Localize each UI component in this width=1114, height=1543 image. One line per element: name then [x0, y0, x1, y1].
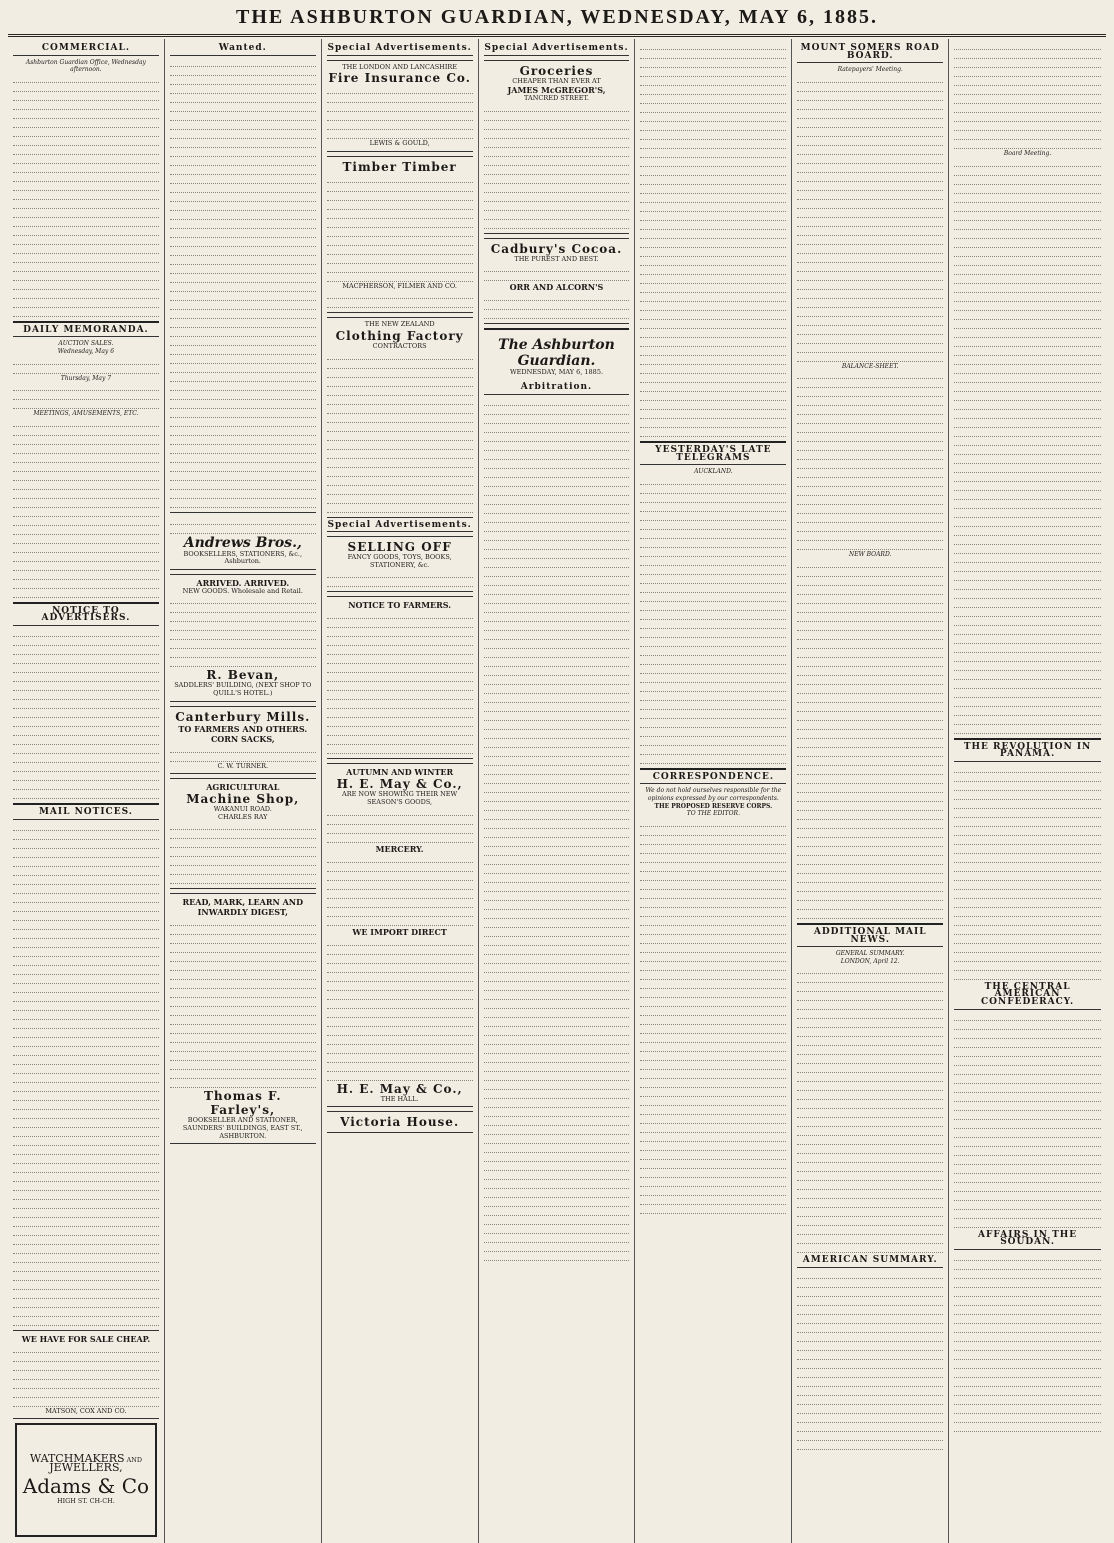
guardian-date: WEDNESDAY, MAY 6, 1885.: [509, 368, 604, 377]
memo-line-wednesday: Wednesday, May 6: [57, 347, 115, 355]
mail-text-block: [13, 823, 159, 1326]
ad-macpherson: MACPHERSON, FILMER AND CO.: [342, 281, 457, 290]
heading-new-board: NEW BOARD.: [848, 551, 892, 559]
ad-victoria-heading: Victoria House.: [340, 1115, 460, 1130]
ad-turner-signature: C. W. TURNER.: [217, 761, 269, 770]
heading-commercial: COMMERCIAL.: [13, 45, 159, 56]
ad-read-mark: [170, 893, 316, 1144]
ad-agri-line4: CHARLES RAY: [218, 812, 268, 821]
arbitration-text-block: [484, 398, 630, 1261]
auction-sales: AUCTION SALES.: [58, 340, 114, 348]
ad-bevan-name: R. Bevan,: [206, 668, 280, 683]
heading-central-american: THE CENTRAL AMERICAN CONFEDERACY.: [954, 984, 1101, 1010]
ad-agri-line2: Machine Shop,: [186, 792, 300, 807]
guardian-title: The Ashburton Guardian.: [498, 337, 615, 370]
heading-mount-somers: MOUNT SOMERS ROAD BOARD.: [797, 45, 943, 63]
ad-cadbury-sub: THE PUREST AND BEST.: [514, 254, 599, 263]
heading-arbitration: Arbitration.: [484, 384, 630, 395]
balance-sheet-text-block: [797, 371, 943, 550]
heading-daily-memoranda: DAILY MEMORANDA.: [13, 327, 159, 338]
telegrams-text-block: [640, 477, 786, 764]
heading-wanted: Wanted.: [170, 45, 316, 56]
ad-farley-name: Thomas F. Farley's,: [203, 1089, 282, 1118]
ad-nz-line3: CONTRACTORS: [372, 341, 427, 350]
heading-affairs-soudan: AFFAIRS IN THE SOUDAN.: [954, 1232, 1101, 1250]
ad-arrived: [170, 574, 316, 702]
ad-fire-signature: LEWIS & GOULD,: [369, 139, 430, 148]
guardian-editorial-title: [484, 334, 630, 380]
board-meeting-text-block: [954, 159, 1101, 734]
soudan-text-block: [954, 1253, 1101, 1432]
ad-autumn-heading: AUTUMN AND WINTER: [346, 767, 454, 778]
ad-groceries-heading: Groceries: [519, 63, 594, 78]
ad-may-sub: ARE NOW SHOWING THEIR NEW SEASON'S GOODS,: [342, 790, 458, 806]
ad-timber: [327, 156, 473, 314]
ad-tancred: TANCRED STREET.: [524, 94, 589, 103]
ad-agri-line3: WAKANUI ROAD.: [213, 805, 272, 814]
commercial-dateline: Ashburton Guardian Office, Wednesday afternoon.: [25, 58, 146, 74]
ad-groceries: [484, 60, 630, 234]
ad-selling-off: [327, 536, 473, 592]
correspondence-disclaimer: We do not hold ourselves responsible for the opinions expressed by our correspondents.: [645, 787, 782, 802]
correspondence-text-block: [640, 819, 786, 1214]
heading-balance-sheet: BALANCE-SHEET.: [841, 362, 899, 370]
heading-mail-notices: MAIL NOTICES.: [13, 809, 159, 820]
ad-orr-alcorn: ORR AND ALCORN'S: [509, 282, 604, 293]
ad-andrews-bros: [170, 512, 316, 570]
ad-adams-watchmakers: [15, 1423, 157, 1537]
ad-corn-sacks: CORN SACKS,: [210, 733, 275, 744]
column-3: [322, 39, 479, 1543]
ad-fire-line2: Fire Insurance Co.: [328, 71, 471, 86]
heading-board-meeting: Board Meeting.: [1003, 150, 1052, 157]
column-7-text-top: [954, 42, 1101, 149]
ad-may-name-2: H. E. May & Co.,: [336, 1081, 463, 1096]
ad-arrived-sub: NEW GOODS. Wholesale and Retail.: [182, 586, 303, 595]
ad-farmers-heading: TO FARMERS AND OTHERS.: [178, 723, 308, 734]
ad-agri-line1: AGRICULTURAL: [206, 782, 280, 793]
ad-watch-line3: JEWELLERS,: [49, 1461, 123, 1475]
column-4: [479, 39, 636, 1543]
notice-text-block: [13, 629, 159, 799]
mail-summary-sub: GENERAL SUMMARY.: [835, 950, 905, 958]
ad-matson-signature: MATSON, COX AND CO.: [45, 1406, 127, 1415]
ad-timber-heading: Timber Timber: [342, 159, 457, 174]
ad-import-direct: WE IMPORT DIRECT: [352, 926, 447, 937]
masthead: [8, 0, 1106, 37]
ad-fire-insurance: [327, 60, 473, 152]
ad-machine-shop: [170, 778, 316, 889]
panama-text-block: [954, 765, 1101, 980]
heading-notice-to-advertisers: NOTICE TO ADVERTISERS.: [13, 608, 159, 626]
ad-cadbury-heading: Cadbury's Cocoa.: [490, 241, 623, 256]
heading-correspondence: CORRESPONDENCE.: [640, 774, 786, 785]
ad-watch-line2: AND: [126, 1455, 142, 1464]
ad-watch-place: HIGH ST. CH-CH.: [57, 1496, 115, 1505]
ad-andrews-sub: BOOKSELLERS, STATIONERS, &c., Ashburton.: [183, 549, 303, 566]
heading-special-ads: Special Advertisements.: [327, 45, 473, 56]
mount-somers-text-block: [797, 75, 943, 362]
ad-selling-sub: FANCY GOODS, TOYS, BOOKS, STATIONERY, &c.: [347, 553, 452, 569]
mail-date: LONDON, April 12.: [840, 957, 900, 965]
ad-bevan-sub: SADDLERS' BUILDING, (NEXT SHOP TO QUILL'S HOTEL.): [174, 681, 312, 697]
ad-read-heading: READ, MARK, LEARN AND INWARDLY DIGEST,: [182, 897, 304, 918]
mail-news-text-block: [797, 966, 943, 1253]
ad-nz-line1: THE NEW ZEALAND: [364, 320, 435, 329]
american-summary-text-block: [797, 1271, 943, 1450]
correspondence-title: THE PROPOSED RESERVE CORPS.: [654, 802, 773, 810]
correspondence-to: TO THE EDITOR.: [686, 810, 740, 818]
column-5: [635, 39, 792, 1543]
ad-arrived-heading: ARRIVED. ARRIVED.: [196, 577, 290, 588]
heading-additional-mail: ADDITIONAL MAIL NEWS.: [797, 929, 943, 947]
ad-canterbury-mills: [170, 706, 316, 775]
central-american-text-block: [954, 1013, 1101, 1228]
ad-matson-heading: WE HAVE FOR SALE CHEAP.: [21, 1333, 151, 1344]
newspaper-title: THE ASHBURTON GUARDIAN, WEDNESDAY, MAY 6, 1885.: [236, 5, 878, 28]
wanted-text-block: [170, 59, 316, 508]
column-2: [165, 39, 322, 1543]
memoranda-text-block: [13, 419, 159, 598]
heading-late-telegrams: YESTERDAY'S LATE TELEGRAMS: [640, 447, 786, 465]
ad-fire-line1: THE LONDON AND LANCASHIRE: [342, 62, 458, 71]
ad-groceries-sub: CHEAPER THAN EVER AT: [512, 76, 601, 85]
meetings-heading: MEETINGS, AMUSEMENTS, ETC.: [33, 410, 139, 418]
heading-american-summary: AMERICAN SUMMARY.: [797, 1257, 943, 1268]
heading-special-ads-col4: Special Advertisements.: [484, 45, 630, 56]
column-7: [949, 39, 1106, 1543]
ad-canterbury-heading: Canterbury Mills.: [175, 709, 311, 724]
ad-victoria-house: [327, 1111, 473, 1133]
ad-selling-heading: SELLING OFF: [347, 540, 452, 555]
ad-notice-farmers: [327, 596, 473, 759]
ad-matson-cox: [13, 1330, 159, 1420]
ad-notice-farmers-heading: NOTICE TO FARMERS.: [348, 600, 452, 611]
heading-special-ads-2: Special Advertisements.: [327, 522, 473, 533]
ad-mcgregor: JAMES McGREGOR'S,: [507, 85, 606, 96]
ad-mercery: MERCERY.: [375, 843, 424, 854]
column-6: [792, 39, 949, 1543]
ad-clothing-factory: [327, 317, 473, 517]
telegram-place: AUCKLAND.: [694, 468, 733, 476]
column-5-text-top: [640, 42, 786, 437]
newspaper-page: [8, 39, 1106, 1505]
commercial-text-block: [13, 75, 159, 317]
ad-may-hall: THE HALL.: [380, 1094, 419, 1103]
ad-may-name: H. E. May & Co.,: [336, 777, 463, 792]
column-1: [8, 39, 165, 1543]
ad-watch-name: Adams & Co: [22, 1473, 150, 1498]
new-board-text-block: [797, 560, 943, 919]
ad-andrews-name: Andrews Bros.,: [183, 534, 302, 551]
ad-cadbury: [484, 238, 630, 325]
ad-may-and-co: [327, 763, 473, 1107]
heading-ratepayers: Ratepayers' Meeting.: [837, 66, 903, 74]
ad-farley-sub: BOOKSELLER AND STATIONER, SAUNDERS' BUILDINGS, EAST ST., ASHBURTON.: [182, 1116, 303, 1140]
ad-nz-line2: Clothing Factory: [335, 328, 464, 343]
ad-watch-line1: WATCHMAKERS: [29, 1451, 125, 1465]
memo-line-thursday: Thursday, May 7: [60, 374, 112, 382]
heading-revolution-panama: THE REVOLUTION IN PANAMA.: [954, 744, 1101, 762]
